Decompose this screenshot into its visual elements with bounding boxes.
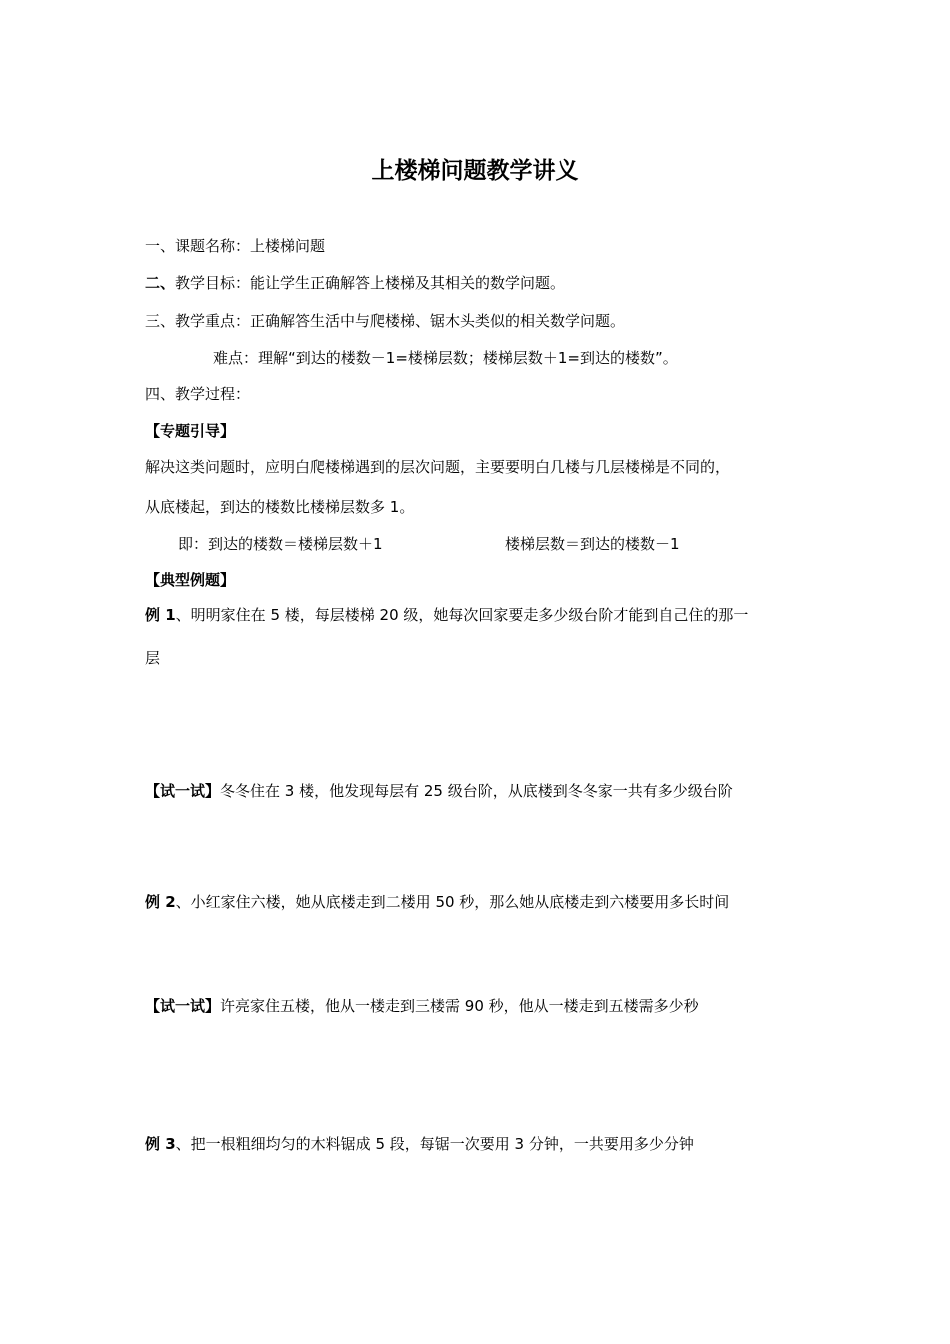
section-text: 教学目标：能让学生正确解答上楼梯及其相关的数学问题。 [175,274,566,292]
examples-heading: 【典型例题】 [145,571,236,589]
example-label: 例 2 [145,893,176,911]
formula-floors: 即：到达的楼数＝楼梯层数＋1 [178,535,383,553]
try-label: 【试一试】 [145,782,221,800]
try-text: 冬冬住在 3 楼，他发现每层有 25 级台阶，从底楼到冬冬家一共有多少级台阶 [220,782,733,800]
example-label: 例 3 [145,1135,176,1153]
section-course-name: 一、课题名称：上楼梯问题 [145,237,326,255]
example-1-line1 [145,605,748,625]
intro-paragraph-line2: 从底楼起，到达的楼数比楼梯层数多 1。 [145,498,415,516]
example-1-line2: 层 [145,649,161,667]
example-text: 、小红家住六楼，她从底楼走到二楼用 50 秒，那么她从底楼走到六楼要用多长时间 [175,893,730,911]
intro-paragraph-line1: 解决这类问题时，应明白爬楼梯遇到的层次问题，主要要明白几楼与几层楼梯是不同的， [145,458,731,476]
formula-stairs: 楼梯层数＝到达的楼数－1 [505,535,680,553]
example-text: 、明明家住在 5 楼，每层楼梯 20 级，她每次回家要走多少级台阶才能到自己住的那一 [175,606,749,624]
try-1 [145,781,733,801]
example-2 [145,892,729,912]
section-teaching-goal [145,273,565,293]
try-text: 许亮家住五楼，他从一楼走到三楼需 90 秒，他从一楼走到五楼需多少秒 [220,997,699,1015]
example-text: 、把一根粗细均匀的木料锯成 5 段，每锯一次要用 3 分钟，一共要用多少分钟 [175,1135,694,1153]
section-key-points: 三、教学重点：正确解答生活中与爬楼梯、锯木头类似的相关数学问题。 [145,312,626,330]
try-label: 【试一试】 [145,997,221,1015]
section-teaching-process: 四、教学过程： [145,385,251,403]
try-2 [145,996,699,1016]
example-3 [145,1134,694,1154]
topic-intro-heading: 【专题引导】 [145,422,236,440]
page-title: 上楼梯问题教学讲义 [371,157,579,184]
section-number: 二、 [145,274,176,292]
section-difficulty: 难点：理解“到达的楼数－1=楼梯层数；楼梯层数＋1=到达的楼数”。 [213,349,678,367]
example-label: 例 1 [145,606,176,624]
